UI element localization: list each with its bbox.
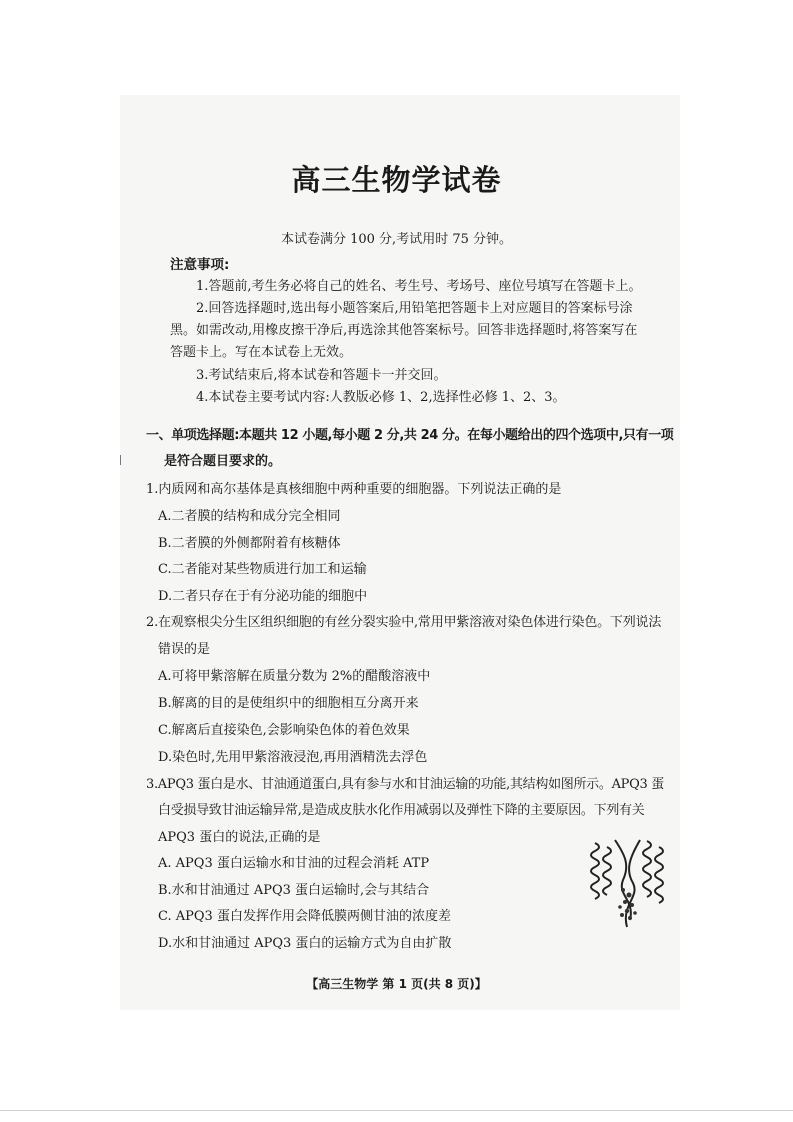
- page-title: 高三生物学试卷: [291, 163, 502, 197]
- notice-line: 答题卡上。写在本试卷上无效。: [170, 345, 353, 360]
- question-1-option-b: B.二者膜的外侧都附着有核糖体: [158, 536, 341, 551]
- question-3-stem: 3.APQ3 蛋白是水、甘油通道蛋白,具有参与水和甘油运输的功能,其结构如图所示。APQ3 蛋: [146, 777, 664, 792]
- question-2-stem-cont: 错误的是: [158, 642, 211, 657]
- question-2-stem: 2.在观察根尖分生区组织细胞的有丝分裂实验中,常用甲紫溶液对染色体进行染色。下列说法: [146, 615, 662, 630]
- notice-line: 黑。如需改动,用橡皮擦干净后,再选涂其他答案标号。回答非选择题时,将答案写在: [170, 323, 638, 338]
- page-footer: 【高三生物学 第 1 页(共 8 页)】: [306, 977, 487, 991]
- question-3-option-d: D.水和甘油通过 APQ3 蛋白的运输方式为自由扩散: [158, 936, 452, 951]
- question-3-option-a: A. APQ3 蛋白运输水和甘油的过程会消耗 ATP: [158, 856, 430, 871]
- section-heading: 一、单项选择题:本题共 12 小题,每小题 2 分,共 24 分。在每小题给出的四个选项中,只有一项: [146, 428, 674, 443]
- question-2-option-d: D.染色时,先用甲紫溶液浸泡,再用酒精洗去浮色: [158, 750, 428, 765]
- notice-line: 1.答题前,考生务必将自己的姓名、考生号、考场号、座位号填写在答题卡上。: [196, 279, 642, 294]
- question-1-stem: 1.内质网和高尔基体是真核细胞中两种重要的细胞器。下列说法正确的是: [146, 482, 562, 497]
- exam-info: 本试卷满分 100 分,考试用时 75 分钟。: [280, 232, 513, 247]
- bottom-border: [0, 1110, 793, 1111]
- question-1-option-a: A.二者膜的结构和成分完全相同: [158, 509, 341, 524]
- question-3-stem-cont: APQ3 蛋白的说法,正确的是: [158, 830, 321, 845]
- question-3-stem-cont: 白受损导致甘油运输异常,是造成皮肤水化作用减弱以及弹性下降的主要原因。下列有关: [158, 803, 645, 818]
- notice-line: 2.回答选择题时,选出每小题答案后,用铅笔把答题卡上对应题目的答案标号涂: [196, 301, 633, 316]
- notice-line: 4.本试卷主要考试内容:人教版必修 1、2,选择性必修 1、2、3。: [196, 390, 566, 405]
- question-2-option-a: A.可将甲紫溶解在质量分数为 2%的醋酸溶液中: [158, 669, 431, 684]
- notice-heading: 注意事项:: [170, 257, 230, 273]
- question-3-option-b: B.水和甘油通过 APQ3 蛋白运输时,会与其结合: [158, 883, 430, 898]
- question-1-option-c: C.二者能对某些物质进行加工和运输: [158, 562, 367, 577]
- question-2-option-b: B.解离的目的是使组织中的细胞相互分离开来: [158, 696, 419, 711]
- question-1-option-d: D.二者只存在于有分泌功能的细胞中: [158, 589, 368, 604]
- notice-line: 3.考试结束后,将本试卷和答题卡一并交回。: [196, 368, 447, 383]
- margin-mark: [120, 455, 121, 465]
- question-3-option-c: C. APQ3 蛋白发挥作用会降低膜两侧甘油的浓度差: [158, 909, 451, 924]
- section-heading-cont: 是符合题目要求的。: [164, 454, 282, 469]
- question-2-option-c: C.解离后直接染色,会影响染色体的着色效果: [158, 723, 410, 738]
- apq3-protein-structure-figure: [585, 835, 670, 935]
